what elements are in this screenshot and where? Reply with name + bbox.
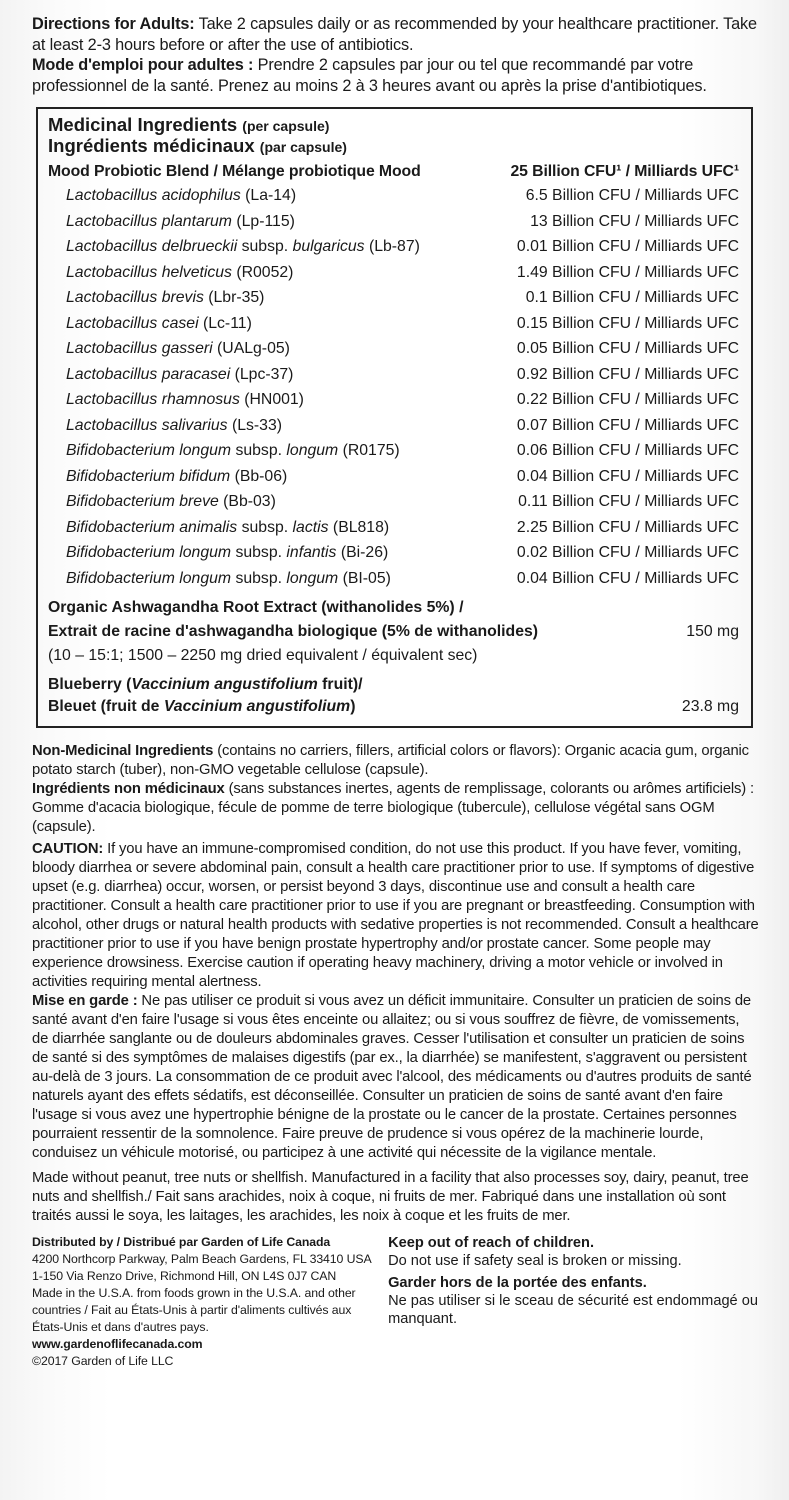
strain-amount: 0.15 Billion CFU / Milliards UFC xyxy=(516,314,739,332)
strain-amount: 0.11 Billion CFU / Milliards UFC xyxy=(518,493,739,510)
non-medicinal-fr-text: (sans substances inertes, agents de remplissage, colorants ou arômes artificiels) : Gomme d'acacia biologique, fécule de pomme de terre biologique (tubercule), cellulose végétal sans OGM (capsule). xyxy=(32,781,754,835)
strain-code: (Lpc-37) xyxy=(230,365,294,383)
strain-amount: 0.22 Billion CFU / Milliards UFC xyxy=(516,391,739,408)
strain-code: (UALg-05) xyxy=(212,340,290,357)
strain-name xyxy=(66,540,388,566)
strain-genus: Lactobacillus brevis xyxy=(66,289,204,306)
per-capsule-fr: (par capsule) xyxy=(259,139,347,155)
strain-mid: subsp. xyxy=(231,544,287,561)
strain-sub: lactis xyxy=(292,518,329,536)
blend-amount: 25 Billion CFU¹ / Milliards UFC¹ xyxy=(510,163,739,180)
strain-row xyxy=(48,438,739,464)
blueberry-line-fr xyxy=(48,696,356,718)
strain-code: (Lb-87) xyxy=(364,238,420,255)
strain-amount: 0.92 Billion CFU / Milliards UFC xyxy=(516,365,739,383)
blueberry-fr-a: Bleuet (fruit de xyxy=(48,698,164,715)
strain-genus: Lactobacillus plantarum xyxy=(66,212,232,230)
strain-sub: longum xyxy=(286,569,339,587)
child-safety-block xyxy=(388,1234,759,1370)
strain-row xyxy=(48,362,739,388)
distributor-block xyxy=(32,1234,382,1370)
strain-genus: Lactobacillus paracasei xyxy=(66,365,231,383)
non-medicinal-fr-label: Ingrédients non médicinaux xyxy=(32,781,225,797)
strain-code: (R0052) xyxy=(231,263,294,281)
strain-genus: Lactobacillus gasseri xyxy=(66,340,213,357)
distributor-label: Distributed by / Distribué par Garden of Life Canada xyxy=(32,1235,331,1249)
strain-genus: Bifidobacterium breve xyxy=(66,493,219,510)
strain-amount: 0.02 Billion CFU / Milliards UFC xyxy=(516,544,739,561)
medicinal-title-en-text: Medicinal Ingredients xyxy=(48,114,238,135)
non-medicinal-en xyxy=(32,742,759,780)
strain-row xyxy=(48,515,739,541)
strain-row xyxy=(48,311,739,337)
strain-genus: Lactobacillus helveticus xyxy=(66,263,232,281)
blueberry-en-species: Vaccinium angustifolium xyxy=(131,676,318,693)
blueberry-fr-b: ) xyxy=(350,698,356,715)
made-in-text: Made in the U.S.A. from foods grown in the U.S.A. and other countries / Fait au États-Unis à partir d'aliments cultivés aux États-Unis et dans d'autres pays. xyxy=(32,1286,356,1334)
strain-code: (La-14) xyxy=(240,187,297,204)
website-link[interactable]: www.gardenoflifecanada.com xyxy=(32,1337,203,1351)
probiotic-blend-row xyxy=(48,161,739,183)
strain-name xyxy=(66,489,276,515)
strain-row xyxy=(48,489,739,515)
strain-code: (Bi-26) xyxy=(336,544,389,561)
ashwagandha-section xyxy=(48,596,739,668)
blend-name: Mood Probiotic Blend / Mélange probiotique Mood xyxy=(48,163,421,180)
caution-en xyxy=(32,840,759,992)
ashwagandha-row-fr xyxy=(48,620,739,644)
caution-fr xyxy=(32,992,759,1163)
strain-sub: longum xyxy=(286,442,339,459)
strain-genus: Bifidobacterium longum xyxy=(66,544,232,561)
blueberry-line-en xyxy=(48,674,739,696)
caution-section xyxy=(32,840,759,1163)
strain-genus: Bifidobacterium animalis xyxy=(66,518,238,536)
medicinal-title-fr xyxy=(48,136,739,157)
strain-row xyxy=(48,260,739,286)
strain-code: (HN001) xyxy=(239,391,304,408)
directions-en xyxy=(32,14,759,55)
blueberry-amount: 23.8 mg xyxy=(681,698,739,715)
distributor-address-ca: 1-150 Via Renzo Drive, Richmond Hill, ON L4S 0J7 CAN xyxy=(32,1269,337,1283)
strain-name xyxy=(66,413,282,439)
caution-en-text: If you have an immune-compromised condition, do not use this product. If you have fever, vomiting, bloody diarrhea or severe abdominal pain, consult a health care practitioner prior to use. If symptoms of digestive upset (e.g. diarrhea) occur, worsen, or persist beyond 3 days, discontinue use and consult a health care practitioner. Consult a health care practitioner prior to use if you are pregnant or breastfeeding. Consumption with alcohol, other drugs or natural health products with sedative properties is not recommended. Consult a healthcare practitioner prior to use if you have benign prostate hypertrophy and/or prostate cancer. Some people may experience drowsiness. Exercise caution if operating heavy machinery, driving a motor vehicle or involved in activities requiring mental alertness. xyxy=(32,841,759,990)
strain-code: (Lbr-35) xyxy=(203,289,265,306)
strain-row xyxy=(48,234,739,260)
strain-amount: 2.25 Billion CFU / Milliards UFC xyxy=(516,518,739,536)
blueberry-en-b: fruit)/ xyxy=(317,676,363,693)
caution-fr-text: Ne pas utiliser ce produit si vous avez un déficit immunitaire. Consulter un praticien de soins de santé avant d'en faire l'usage si vous êtes enceinte ou allaitez; ou si vous souffrez de fièvre, de vomissements, de diarrhée sanglante ou de douleurs abdominales graves. Cesser l'utilisation et consulter un praticien de soins de santé si des symptômes de malaises digestifs (par ex., la diarrhée) se manifestent, s'aggravent ou persistent au-delà de 3 jours. La consommation de ce produit avec l'alcool, des médicaments ou d'autres produits de santé naturels ayant des effets sédatifs, est déconseillée. Consulter un praticien de soins de santé avant d'en faire l'usage si vous avez une hypertrophie bénigne de la prostate ou le cancer de la prostate. Certaines personnes pourraient ressentir de la somnolence. Faire preuve de prudence si vous opérez de la machinerie lourde, conduisez un véhicule motorisé, ou participez à une activité qui nécessite de la vigilance mentale. xyxy=(32,993,752,1161)
medicinal-title-en xyxy=(48,115,739,136)
strain-amount: 0.05 Billion CFU / Milliards UFC xyxy=(516,340,739,357)
ashwagandha-line-fr: Extrait de racine d'ashwagandha biologique (5% de withanolides) xyxy=(48,623,539,640)
keep-out-fr-text: Ne pas utiliser si le sceau de sécurité est endommagé ou manquant. xyxy=(388,1293,758,1327)
copyright: ©2017 Garden of Life LLC xyxy=(32,1354,174,1368)
strain-sub: bulgaricus xyxy=(292,238,365,255)
non-medicinal-en-label: Non-Medicinal Ingredients xyxy=(32,743,214,759)
blueberry-en-a: Blueberry ( xyxy=(48,676,132,693)
keep-out-fr-title: Garder hors de la portée des enfants. xyxy=(388,1275,647,1291)
strain-amount: 0.01 Billion CFU / Milliards UFC xyxy=(516,238,739,255)
label-footer xyxy=(32,1234,759,1370)
strain-name xyxy=(66,183,296,209)
strain-amount: 6.5 Billion CFU / Milliards UFC xyxy=(525,187,739,204)
strain-genus: Lactobacillus casei xyxy=(66,314,199,332)
strain-row xyxy=(48,209,739,235)
non-medicinal-fr xyxy=(32,780,759,837)
non-medicinal-section xyxy=(32,742,759,837)
strain-amount: 0.04 Billion CFU / Milliards UFC xyxy=(516,569,739,587)
directions-fr xyxy=(32,55,759,96)
strain-name xyxy=(66,209,295,235)
strain-name xyxy=(66,234,420,260)
directions-fr-label: Mode d'emploi pour adultes : xyxy=(32,56,254,74)
strain-row xyxy=(48,336,739,362)
strain-name xyxy=(66,464,287,490)
strain-name xyxy=(66,387,304,413)
strain-mid: subsp. xyxy=(237,238,293,255)
directions-en-text: Take 2 capsules daily or as recommended by your healthcare practitioner. Take at least 2-3 hours before or after the use of antibiotics. xyxy=(32,15,757,54)
strain-mid: subsp. xyxy=(237,518,293,536)
medicinal-ingredients-box xyxy=(36,107,753,728)
strain-name xyxy=(66,438,400,464)
distributor-address-us: 4200 Northcorp Parkway, Palm Beach Gardens, FL 33410 USA xyxy=(32,1252,372,1266)
strain-code: (Ls-33) xyxy=(227,416,282,434)
strain-mid: subsp. xyxy=(231,442,287,459)
strain-genus: Bifidobacterium bifidum xyxy=(66,467,231,485)
strain-code: (Bb-06) xyxy=(230,467,288,485)
blueberry-section xyxy=(48,674,739,718)
blueberry-fr-species: Vaccinium angustifolium xyxy=(163,698,351,715)
strain-amount: 0.07 Billion CFU / Milliards UFC xyxy=(516,416,739,434)
made-in-statement xyxy=(32,1285,382,1353)
strain-name xyxy=(66,311,252,337)
strain-row xyxy=(48,464,739,490)
strain-name xyxy=(66,362,293,388)
strain-row xyxy=(48,285,739,311)
caution-fr-label: Mise en garde : xyxy=(32,993,138,1009)
strain-amount: 1.49 Billion CFU / Milliards UFC xyxy=(516,263,739,281)
strain-mid: subsp. xyxy=(231,569,287,587)
ashwagandha-line-en: Organic Ashwagandha Root Extract (withanolides 5%) / xyxy=(48,599,464,616)
allergen-statement: Made without peanut, tree nuts or shellfish. Manufactured in a facility that also processes soy, dairy, peanut, tree nuts and shellfish./ Fait sans arachides, noix à coque, ni fruits de mer. Fabriqué dans une installation où sont traités aussi le soya, les laitages, les arachides, les noix à coque et les fruits de mer. xyxy=(32,1170,749,1224)
ashwagandha-amount: 150 mg xyxy=(686,623,739,640)
strain-row xyxy=(48,566,739,592)
keep-out-en-text: Do not use if safety seal is broken or missing. xyxy=(388,1253,682,1269)
strain-code: (Lc-11) xyxy=(198,314,252,332)
strain-code: (Bb-03) xyxy=(218,493,276,510)
strain-amount: 0.1 Billion CFU / Milliards UFC xyxy=(525,289,739,306)
strain-genus: Lactobacillus salivarius xyxy=(66,416,228,434)
strain-genus: Lactobacillus acidophilus xyxy=(66,187,241,204)
strain-amount: 13 Billion CFU / Milliards UFC xyxy=(530,212,739,230)
caution-en-label: CAUTION: xyxy=(32,841,104,857)
strain-genus: Lactobacillus rhamnosus xyxy=(66,391,240,408)
strain-name xyxy=(66,336,290,362)
strain-genus: Lactobacillus delbrueckii xyxy=(66,238,238,255)
strain-row xyxy=(48,540,739,566)
strain-name xyxy=(66,260,293,286)
strain-list xyxy=(48,183,739,591)
non-medicinal-en-text: (contains no carriers, fillers, artificial colors or flavors): Organic acacia gum, organic potato starch (tuber), non-GMO vegetable cellulose (capsule). xyxy=(32,743,749,778)
strain-code: (BL818) xyxy=(328,518,390,536)
per-capsule-en: (per capsule) xyxy=(242,118,330,134)
strain-name xyxy=(66,515,389,541)
directions-en-label: Directions for Adults: xyxy=(32,15,195,33)
strain-row xyxy=(48,183,739,209)
strain-name xyxy=(66,285,264,311)
strain-row xyxy=(48,387,739,413)
keep-out-en-title: Keep out of reach of children. xyxy=(388,1235,595,1251)
medicinal-title-fr-text: Ingrédients médicinaux xyxy=(48,135,255,156)
strain-genus: Bifidobacterium longum xyxy=(66,569,232,587)
strain-name xyxy=(66,566,391,592)
strain-genus: Bifidobacterium longum xyxy=(66,442,232,459)
directions-section xyxy=(32,14,759,96)
strain-code: (BI-05) xyxy=(338,569,391,587)
strain-code: (Lp-115) xyxy=(231,212,295,230)
strain-amount: 0.06 Billion CFU / Milliards UFC xyxy=(516,442,739,459)
strain-sub: infantis xyxy=(286,544,337,561)
ashwagandha-equivalent: (10 – 15:1; 1500 – 2250 mg dried equivalent / équivalent sec) xyxy=(48,647,478,664)
strain-amount: 0.04 Billion CFU / Milliards UFC xyxy=(516,467,739,485)
blueberry-row-fr xyxy=(48,696,739,718)
strain-row xyxy=(48,413,739,439)
directions-fr-text: Prendre 2 capsules par jour ou tel que recommandé par votre professionnel de la santé. Prenez au moins 2 à 3 heures avant ou après la prise d'antibiotiques. xyxy=(32,56,707,95)
strain-code: (R0175) xyxy=(338,442,400,459)
